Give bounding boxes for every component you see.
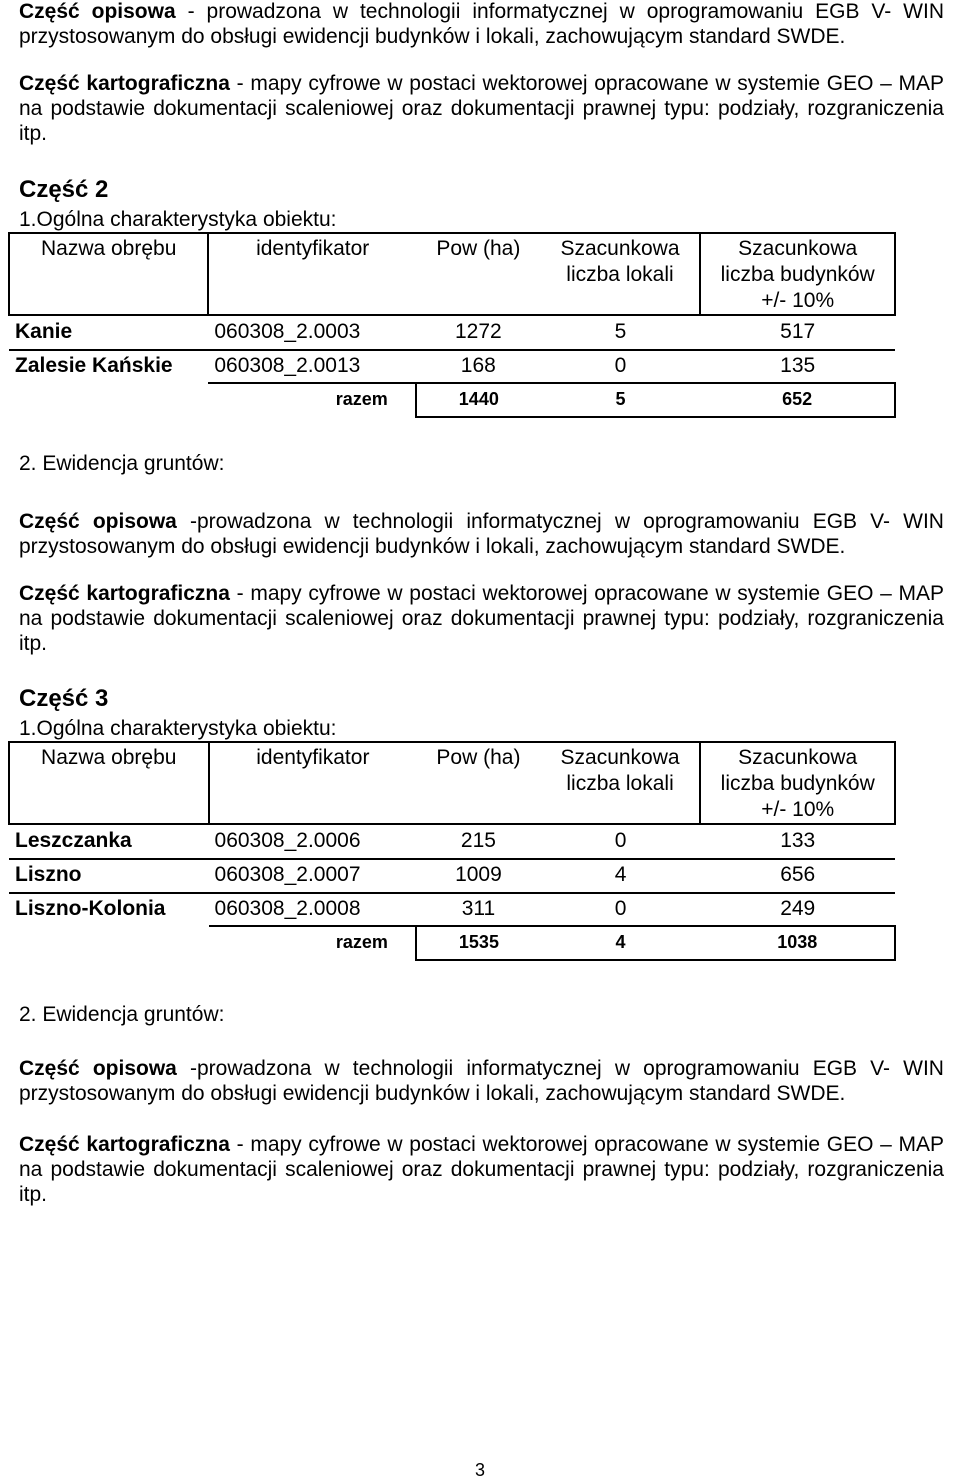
- part2-kartograficzna-paragraph: [19, 581, 944, 656]
- part3-subheading: 1.Ogólna charakterystyka obiektu:: [19, 717, 337, 740]
- header-budynki-line3: +/- 10%: [761, 798, 835, 821]
- header-lokale-line1: Szacunkowa: [560, 237, 680, 260]
- table-row: [9, 893, 895, 926]
- row-name: Liszno-Kolonia: [9, 893, 209, 926]
- row-identifier: 060308_2.0008: [209, 893, 417, 926]
- row-area: 1009: [416, 859, 541, 893]
- row-identifier: 060308_2.0007: [209, 859, 417, 893]
- header-area: Pow (ha): [416, 742, 541, 824]
- header-name: Nazwa obrębu: [9, 742, 209, 824]
- intro-opisowa-label: Część opisowa: [19, 0, 176, 23]
- total-empty-cell: [9, 926, 209, 960]
- header-budynki: [700, 742, 895, 824]
- total-empty-cell: [9, 383, 208, 417]
- header-lokale: [541, 742, 701, 824]
- row-name: Liszno: [9, 859, 209, 893]
- part3-opisowa-paragraph: [19, 1056, 944, 1106]
- part3-kartograficzna-label: Część kartograficzna: [19, 1133, 230, 1156]
- total-area: 1440: [416, 383, 541, 417]
- intro-kartograficzna-text: - mapy cyfrowe w postaci wektorowej opracowane w systemie GEO – MAP na podstawie dokumentacji scaleniowej oraz dokumentacji prawnej typu: podziały, rozgraniczenia itp.: [19, 72, 944, 145]
- table-row: [9, 315, 895, 350]
- part2-subheading: 1.Ogólna charakterystyka obiektu:: [19, 208, 337, 231]
- part2-kartograficzna-label: Część kartograficzna: [19, 582, 230, 605]
- header-budynki-line2: liczba budynków: [720, 263, 875, 286]
- part3-kartograficzna-text: - mapy cyfrowe w postaci wektorowej opracowane w systemie GEO – MAP na podstawie dokumentacji scaleniowej oraz dokumentacji prawnej typu: podziały, rozgraniczenia itp.: [19, 1133, 944, 1206]
- table-row: [9, 350, 895, 383]
- row-area: 168: [416, 350, 541, 383]
- row-identifier: 060308_2.0003: [208, 315, 416, 350]
- part2-opisowa-text: -prowadzona w technologii informatycznej w oprogramowaniu EGB V- WIN przystosowanym do obsługi ewidencji budynków i lokali, zachowującym standard SWDE.: [19, 510, 944, 558]
- table-header-row: [9, 233, 895, 315]
- header-identifier: identyfikator: [208, 233, 416, 315]
- row-name: Leszczanka: [9, 824, 209, 859]
- total-budynki: 652: [700, 383, 895, 417]
- part2-section2-heading: 2. Ewidencja gruntów:: [19, 452, 225, 475]
- row-name: Kanie: [9, 315, 208, 350]
- part3-opisowa-label: Część opisowa: [19, 1057, 177, 1080]
- row-name: Zalesie Kańskie: [9, 350, 208, 383]
- header-lokale: [541, 233, 701, 315]
- total-lokale: 4: [541, 926, 701, 960]
- row-budynki: 249: [700, 893, 895, 926]
- table-row: [9, 824, 895, 859]
- part3-opisowa-text: -prowadzona w technologii informatycznej w oprogramowaniu EGB V- WIN przystosowanym do obsługi ewidencji budynków i lokali, zachowującym standard SWDE.: [19, 1057, 944, 1105]
- header-lokale-line2: liczba lokali: [566, 263, 674, 286]
- table-total-row: [9, 383, 895, 417]
- part3-kartograficzna-paragraph: [19, 1132, 944, 1207]
- header-lokale-line1: Szacunkowa: [560, 746, 680, 769]
- table-header-row: [9, 742, 895, 824]
- intro-kartograficzna-paragraph: [19, 71, 944, 146]
- total-lokale: 5: [541, 383, 701, 417]
- row-lokale: 0: [541, 350, 701, 383]
- part2-kartograficzna-text: - mapy cyfrowe w postaci wektorowej opracowane w systemie GEO – MAP na podstawie dokumentacji scaleniowej oraz dokumentacji prawnej typu: podziały, rozgraniczenia itp.: [19, 582, 944, 655]
- row-lokale: 0: [541, 893, 701, 926]
- part3-heading: Część 3: [19, 685, 109, 712]
- header-name: Nazwa obrębu: [9, 233, 208, 315]
- row-budynki: 135: [700, 350, 895, 383]
- intro-kartograficzna-label: Część kartograficzna: [19, 72, 230, 95]
- header-lokale-line2: liczba lokali: [566, 772, 674, 795]
- part2-opisowa-label: Część opisowa: [19, 510, 177, 533]
- table-total-row: [9, 926, 895, 960]
- total-budynki: 1038: [700, 926, 895, 960]
- part3-section2-heading: 2. Ewidencja gruntów:: [19, 1003, 225, 1026]
- row-lokale: 5: [541, 315, 701, 350]
- part2-object-table: [8, 232, 896, 418]
- total-label: razem: [209, 926, 417, 960]
- row-area: 311: [416, 893, 541, 926]
- row-budynki: 517: [700, 315, 895, 350]
- part2-opisowa-paragraph: [19, 509, 944, 559]
- row-identifier: 060308_2.0013: [208, 350, 416, 383]
- header-budynki-line3: +/- 10%: [761, 289, 835, 312]
- row-area: 215: [416, 824, 541, 859]
- row-identifier: 060308_2.0006: [209, 824, 417, 859]
- header-identifier: identyfikator: [209, 742, 417, 824]
- total-label: razem: [208, 383, 416, 417]
- intro-opisowa-text: - prowadzona w technologii informatycznej w oprogramowaniu EGB V- WIN przystosowanym do obsługi ewidencji budynków i lokali, zachowującym standard SWDE.: [19, 0, 944, 48]
- page-number: 3: [474, 1460, 485, 1480]
- header-budynki: [700, 233, 895, 315]
- table-row: [9, 859, 895, 893]
- header-budynki-line1: Szacunkowa: [738, 237, 858, 260]
- intro-opisowa-paragraph: [19, 0, 944, 49]
- row-budynki: 656: [700, 859, 895, 893]
- row-lokale: 0: [541, 824, 701, 859]
- header-area: Pow (ha): [416, 233, 541, 315]
- row-lokale: 4: [541, 859, 701, 893]
- total-area: 1535: [416, 926, 541, 960]
- part3-object-table: [8, 741, 896, 961]
- header-budynki-line1: Szacunkowa: [738, 746, 858, 769]
- part2-heading: Część 2: [19, 176, 109, 203]
- row-budynki: 133: [700, 824, 895, 859]
- header-budynki-line2: liczba budynków: [720, 772, 875, 795]
- row-area: 1272: [416, 315, 541, 350]
